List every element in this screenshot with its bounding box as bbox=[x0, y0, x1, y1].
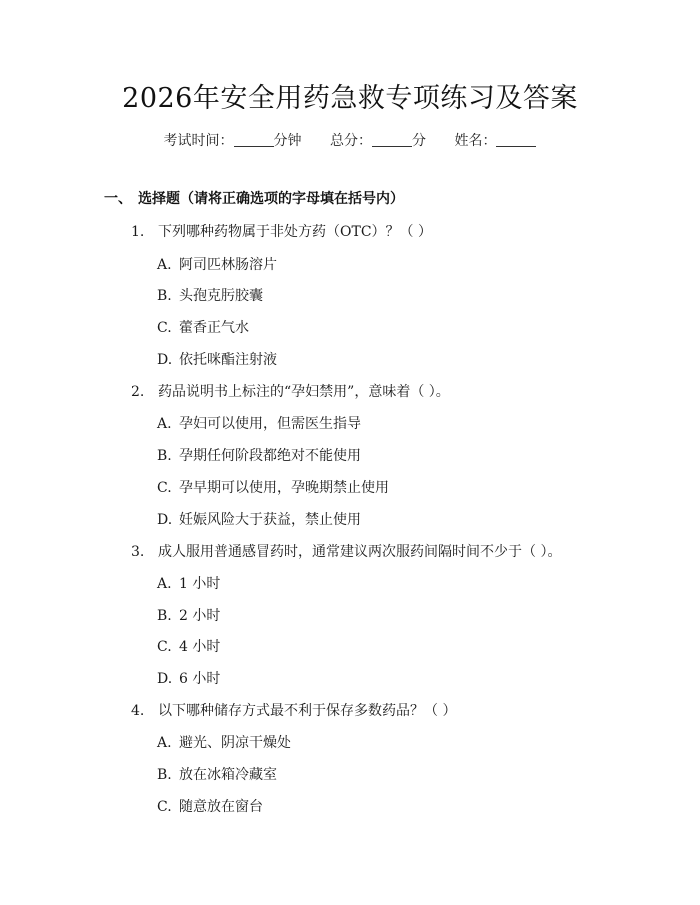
question-number: 3. bbox=[131, 544, 145, 560]
section-title: 选择题（请将正确选项的字母填在括号内） bbox=[138, 191, 404, 207]
option-1b bbox=[157, 286, 263, 306]
question-number: 4. bbox=[131, 703, 145, 719]
option-text: 孕妇可以使用，但需医生指导 bbox=[179, 416, 361, 432]
option-letter: B. bbox=[157, 767, 172, 783]
option-3b bbox=[157, 606, 220, 626]
section-heading bbox=[104, 189, 404, 209]
option-3c bbox=[157, 637, 220, 657]
option-letter: C. bbox=[157, 799, 172, 815]
option-text: 孕早期可以使用，孕晚期禁止使用 bbox=[179, 480, 389, 496]
option-text: 避光、阴凉干燥处 bbox=[179, 735, 291, 751]
total-score-field bbox=[330, 131, 426, 151]
name-field bbox=[454, 131, 536, 151]
option-letter: A. bbox=[157, 416, 172, 432]
section-number: 一、 bbox=[104, 191, 132, 207]
question-text: 成人服用普通感冒药时，通常建议两次服药间隔时间不少于（ ）。 bbox=[158, 544, 562, 560]
option-2d bbox=[157, 510, 361, 530]
option-2c bbox=[157, 478, 389, 498]
option-text: 4 小时 bbox=[179, 639, 221, 655]
total-score-blank bbox=[372, 132, 412, 147]
page-title: 2026年安全用药急救专项练习及答案 bbox=[122, 83, 578, 114]
option-text: 2 小时 bbox=[179, 608, 221, 624]
option-letter: D. bbox=[157, 512, 173, 528]
option-text: 放在冰箱冷藏室 bbox=[179, 767, 277, 783]
option-letter: C. bbox=[157, 639, 172, 655]
option-text: 依托咪酯注射液 bbox=[179, 352, 277, 368]
name-label: 姓名： bbox=[454, 133, 497, 149]
question-2 bbox=[131, 382, 450, 402]
option-4a bbox=[157, 733, 291, 753]
option-text: 孕期任何阶段都绝对不能使用 bbox=[179, 448, 361, 464]
option-2b bbox=[157, 446, 361, 466]
question-text: 以下哪种储存方式最不利于保存多数药品？（ ） bbox=[158, 703, 457, 719]
exam-time-label: 考试时间： bbox=[163, 133, 234, 149]
name-blank bbox=[496, 132, 536, 147]
option-letter: B. bbox=[157, 608, 172, 624]
exam-time-field bbox=[164, 131, 302, 151]
option-text: 妊娠风险大于获益，禁止使用 bbox=[179, 512, 361, 528]
option-2a bbox=[157, 414, 361, 434]
option-text: 藿香正气水 bbox=[179, 320, 249, 336]
option-3d bbox=[157, 669, 220, 689]
option-letter: C. bbox=[157, 320, 172, 336]
question-1 bbox=[131, 222, 432, 242]
question-number: 1. bbox=[131, 224, 145, 240]
option-3a bbox=[157, 574, 220, 594]
option-text: 阿司匹林肠溶片 bbox=[179, 257, 277, 273]
question-number: 2. bbox=[131, 384, 145, 400]
option-text: 头孢克肟胶囊 bbox=[179, 288, 263, 304]
total-score-unit: 分 bbox=[412, 133, 426, 149]
option-letter: B. bbox=[157, 448, 172, 464]
option-1a bbox=[157, 255, 277, 275]
option-4b bbox=[157, 765, 277, 785]
option-letter: A. bbox=[157, 257, 172, 273]
option-text: 随意放在窗台 bbox=[179, 799, 263, 815]
question-text: 药品说明书上标注的“孕妇禁用”，意味着（ ）。 bbox=[158, 384, 450, 400]
question-3 bbox=[131, 542, 561, 562]
total-score-label: 总分： bbox=[330, 133, 372, 149]
option-letter: C. bbox=[157, 480, 172, 496]
option-letter: A. bbox=[157, 576, 172, 592]
option-letter: D. bbox=[157, 352, 173, 368]
exam-time-unit: 分钟 bbox=[273, 133, 302, 149]
option-letter: B. bbox=[157, 288, 172, 304]
option-letter: D. bbox=[157, 671, 173, 687]
exam-time-blank bbox=[234, 132, 274, 147]
option-4c bbox=[157, 797, 263, 817]
option-text: 1 小时 bbox=[179, 576, 221, 592]
question-4 bbox=[131, 701, 456, 721]
option-1d bbox=[157, 350, 277, 370]
option-letter: A. bbox=[157, 735, 172, 751]
option-text: 6 小时 bbox=[179, 671, 221, 687]
option-1c bbox=[157, 318, 249, 338]
exam-info-line bbox=[0, 131, 700, 151]
question-text: 下列哪种药物属于非处方药（OTC）？（ ） bbox=[158, 224, 432, 240]
